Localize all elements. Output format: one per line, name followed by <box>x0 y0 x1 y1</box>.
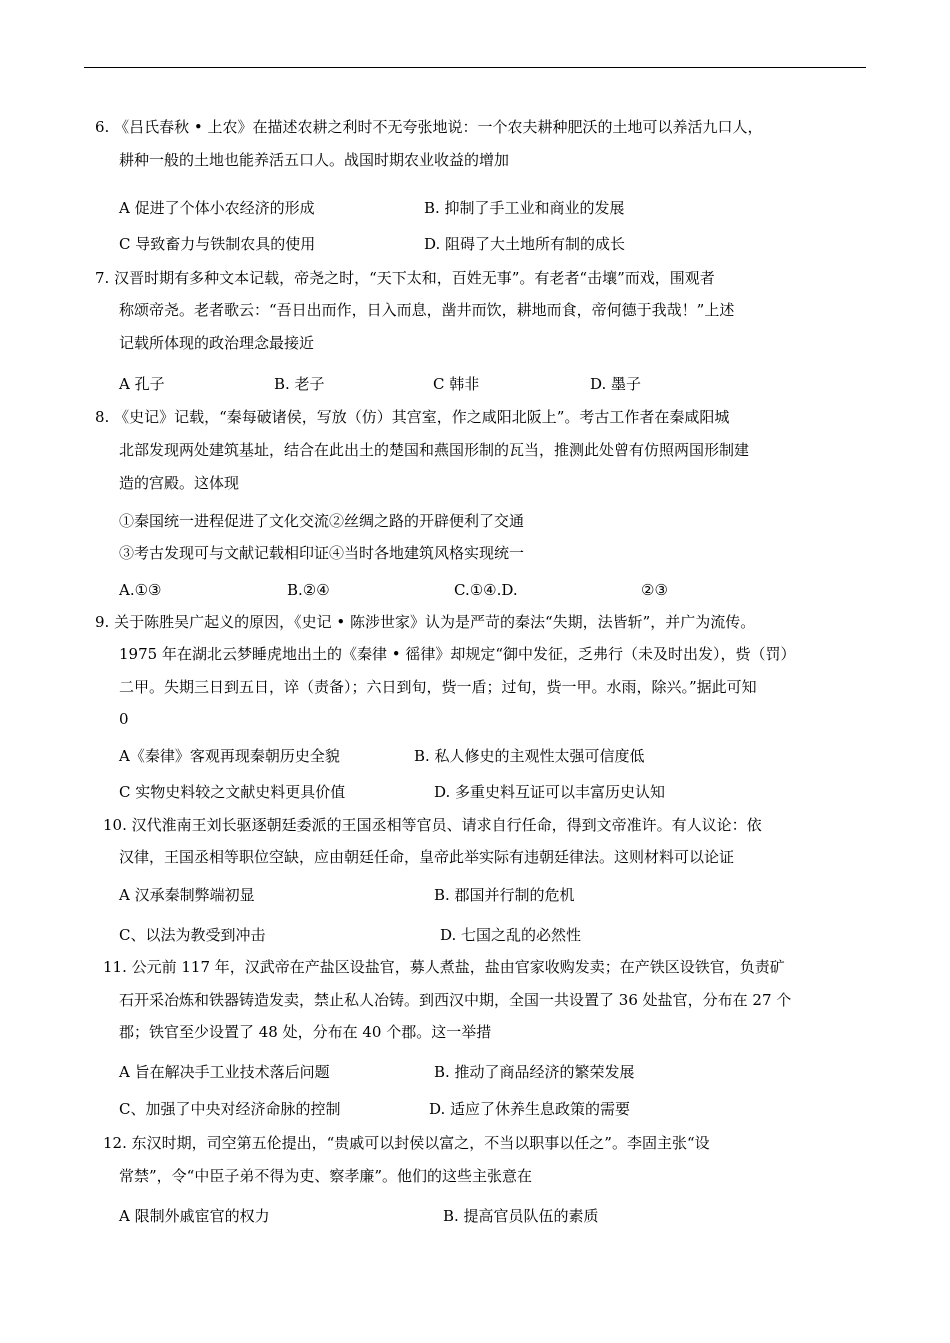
q10-option-d: D. 七国之乱的必然性 <box>440 926 582 944</box>
q6-option-b: B. 抑制了手工业和商业的发展 <box>424 199 625 217</box>
q11-option-d: D. 适应了休养生息政策的需要 <box>429 1100 631 1118</box>
q11-option-b: B. 推动了商品经济的繁荣发展 <box>434 1063 635 1081</box>
q7-option-b: B. 老子 <box>274 375 325 393</box>
q6-option-c: C 导致畜力与铁制农具的使用 <box>119 235 316 253</box>
q11-stem-line-3: 郡；铁官至少设置了 48 处，分布在 40 个郡。这一举措 <box>119 1023 492 1041</box>
q8-stem-line-3: 造的宫殿。这体现 <box>119 474 240 492</box>
q11-stem-line-1: 11. 公元前 117 年，汉武帝在产盐区设盐官，募人煮盐，盐由官家收购发卖；在产铁区设铁官，负责矿 <box>103 958 785 976</box>
q7-stem-line-1: 7. 汉晋时期有多种文本记载，帝尧之时，“天下太和，百姓无事”。有老者“击壤”而戏，围观者 <box>95 269 715 287</box>
q10-option-b: B. 郡国并行制的危机 <box>434 886 575 904</box>
q12-option-b: B. 提高官员队伍的素质 <box>443 1207 599 1225</box>
q11-stem-line-2: 石开采冶炼和铁器铸造发卖，禁止私人冶铸。到西汉中期，全国一共设置了 36 处盐官，分布在 27 个 <box>119 991 792 1009</box>
q7-stem-line-3: 记载所体现的政治理念最接近 <box>119 334 315 352</box>
q9-stem-line-4: 0 <box>119 710 129 728</box>
q8-option-a: A.①③ <box>119 581 162 599</box>
q8-option-c-d: C.①④.D. <box>454 581 518 599</box>
q11-option-a: A 旨在解决手工业技术落后问题 <box>119 1063 330 1081</box>
q9-option-d: D. 多重史料互证可以丰富历史认知 <box>434 783 666 801</box>
q10-option-a: A 汉承秦制弊端初显 <box>119 886 255 904</box>
q9-stem-line-2: 1975 年在湖北云梦睡虎地出土的《秦律 • 徭律》却规定“御中发征，乏弗行（未及时出发），赀（罚） <box>119 645 796 663</box>
q7-stem-line-2: 称颂帝尧。老者歌云：“吾日出而作，日入而息，凿井而饮，耕地而食，帝何德于我哉！”上述 <box>119 301 735 319</box>
q10-option-c: C、以法为教受到冲击 <box>119 926 266 944</box>
q8-option-d-value: ②③ <box>641 581 668 599</box>
q8-option-b: B.②④ <box>287 581 330 599</box>
q7-option-d: D. 墨子 <box>590 375 642 393</box>
q7-option-a: A 孔子 <box>119 375 165 393</box>
q11-option-c: C、加强了中央对经济命脉的控制 <box>119 1100 341 1118</box>
q12-stem-line-2: 常禁”，令“中臣子弟不得为吏、察孝廉”。他们的这些主张意在 <box>119 1167 533 1185</box>
q9-stem-line-3: 二甲。失期三日到五日，谇（责备）；六日到旬，赀一盾；过旬，赀一甲。水雨，除兴。”据此可知 <box>119 678 757 696</box>
q6-option-a: A 促进了个体小农经济的形成 <box>119 199 315 217</box>
q9-stem-line-1: 9. 关于陈胜吴广起义的原因，《史记 • 陈涉世家》认为是严苛的秦法“失期，法皆斩”，并广为流传。 <box>95 613 756 631</box>
header-rule <box>84 67 866 68</box>
q7-option-c: C 韩非 <box>433 375 480 393</box>
q12-stem-line-1: 12. 东汉时期，司空第五伦提出，“贵戚可以封侯以富之，不当以职事以任之”。李固主张“设 <box>103 1134 710 1152</box>
q9-option-b: B. 私人修史的主观性太强可信度低 <box>414 747 645 765</box>
q10-stem-line-1: 10. 汉代淮南王刘长驱逐朝廷委派的王国丞相等官员、请求自行任命，得到文帝准许。有人议论：依 <box>103 816 762 834</box>
q9-option-c: C 实物史料较之文献史料更具价值 <box>119 783 346 801</box>
q8-stem-line-1: 8. 《史记》记载，“秦每破诸侯，写放（仿）其宫室，作之咸阳北阪上”。考古工作者在秦咸阳城 <box>95 408 730 426</box>
q8-item-line-1: ①秦国统一进程促进了文化交流②丝绸之路的开辟便利了交通 <box>119 512 525 530</box>
q8-stem-line-2: 北部发现两处建筑基址，结合在此出土的楚国和燕国形制的瓦当，推测此处曾有仿照两国形制建 <box>119 441 750 459</box>
q6-stem-line-1: 6. 《吕氏春秋 • 上农》在描述农耕之利时不无夸张地说：一个农夫耕种肥沃的土地可以养活九口人， <box>95 118 763 136</box>
q8-item-line-2: ③考古发现可与文献记载相印证④当时各地建筑风格实现统一 <box>119 544 525 562</box>
q6-option-d: D. 阻碍了大土地所有制的成长 <box>424 235 626 253</box>
q12-option-a: A 限制外戚宦官的权力 <box>119 1207 270 1225</box>
q10-stem-line-2: 汉律，王国丞相等职位空缺，应由朝廷任命，皇帝此举实际有违朝廷律法。这则材料可以论证 <box>119 848 735 866</box>
q9-option-a: A《秦律》客观再现秦朝历史全貌 <box>119 747 340 765</box>
q6-stem-line-2: 耕种一般的土地也能养活五口人。战国时期农业收益的增加 <box>119 151 510 169</box>
